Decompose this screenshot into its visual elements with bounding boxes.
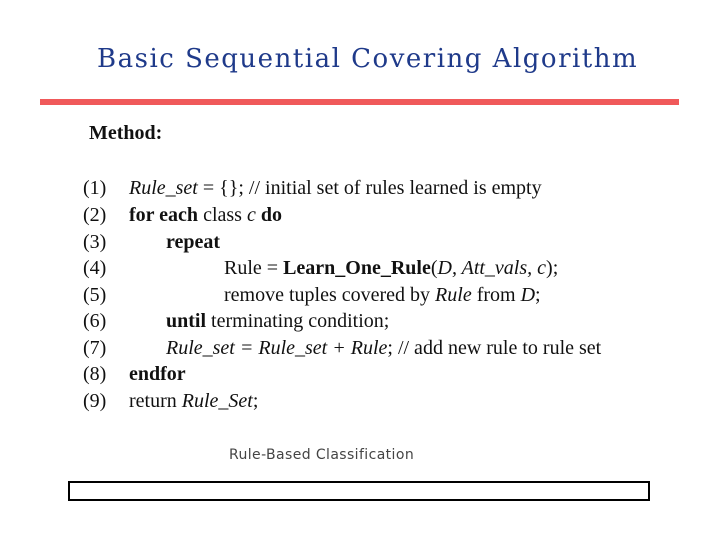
keyword-until: until (166, 310, 207, 332)
method-heading: Method: (89, 122, 163, 144)
line-code (129, 363, 186, 386)
line-number: (2) (83, 204, 107, 226)
line-number: (8) (83, 363, 107, 385)
line-code (166, 231, 220, 254)
line-number: (7) (83, 337, 107, 359)
statement-text: class (198, 204, 247, 226)
title-underline-bar (40, 99, 679, 105)
keyword-repeat: repeat (166, 231, 221, 253)
line-code (129, 177, 542, 200)
line-code (166, 310, 389, 333)
keyword-endfor: endfor (129, 363, 186, 385)
statement-text: ; (535, 284, 541, 306)
statement-text: ); (546, 257, 559, 279)
statement-text: remove tuples covered by (224, 284, 436, 306)
statement-text: from (471, 284, 521, 306)
footer-box (68, 481, 650, 501)
keyword-for-each: for each (129, 204, 199, 226)
line-number: (5) (83, 284, 107, 306)
line-code (129, 204, 282, 227)
function-learn-one-rule: Learn_One_Rule (283, 257, 431, 279)
variable-rule-set: Rule_set (129, 177, 198, 199)
statement-text: ; (252, 390, 259, 412)
line-code (129, 390, 258, 413)
line-code (224, 284, 541, 307)
line-number: (1) (83, 177, 107, 199)
assignment-expression: Rule_set = Rule_set + Rule (166, 337, 388, 359)
variable-rule-set: Rule_Set (181, 390, 253, 412)
line-number: (6) (83, 310, 107, 332)
keyword-do: do (255, 204, 282, 226)
statement-text: = {}; // initial set of rules learned is empty (197, 177, 542, 199)
statement-text: ; // add new rule to rule set (387, 337, 602, 359)
statement-text: Rule = (224, 257, 284, 279)
line-code (224, 257, 558, 280)
line-code (166, 337, 601, 360)
variable-d: D (520, 284, 536, 306)
function-arguments: D, Att_vals, c (437, 257, 547, 279)
statement-text: terminating condition; (206, 310, 390, 332)
line-number: (3) (83, 231, 107, 253)
slide-title: Basic Sequential Covering Algorithm (97, 44, 639, 74)
slide-footer: Rule-Based Classification (229, 447, 415, 463)
variable-rule: Rule (435, 284, 472, 306)
line-number: (9) (83, 390, 107, 412)
statement-text: ( (430, 257, 438, 279)
line-number: (4) (83, 257, 107, 279)
statement-text: return (129, 390, 182, 412)
variable-c: c (246, 204, 256, 226)
